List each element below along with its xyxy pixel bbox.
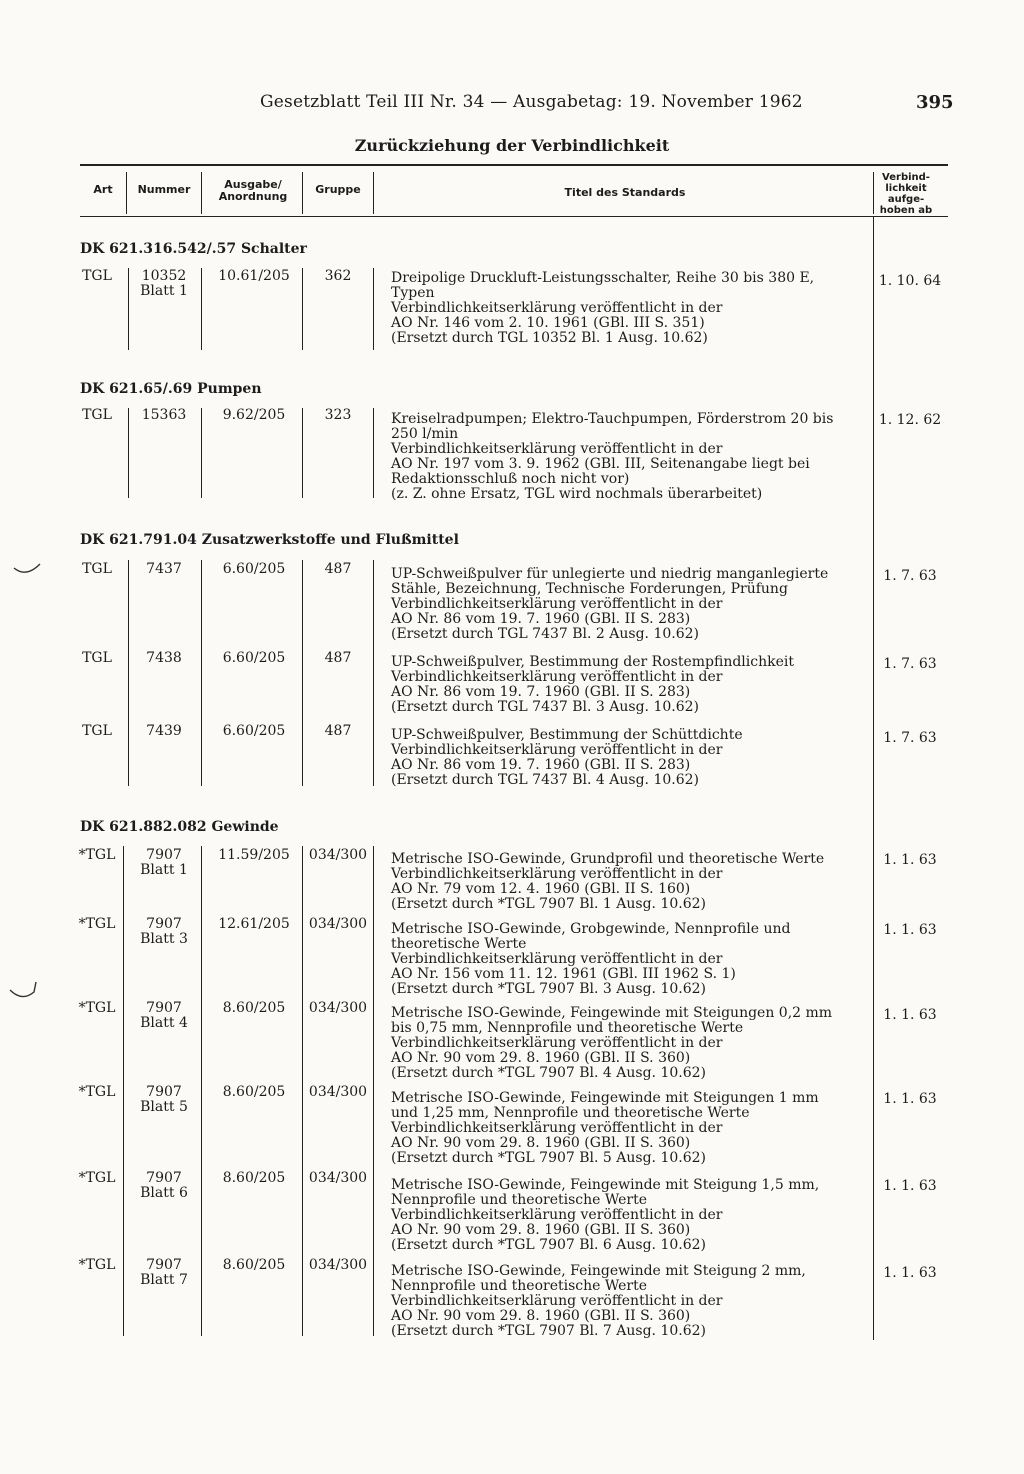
art-cell: *TGL [78, 1000, 116, 1016]
nummer-cell [128, 1001, 200, 1031]
nummer-line: Blatt 1 [140, 283, 188, 299]
titel-line: Verbindlichkeitserklärung veröffentlicht in der [391, 1293, 723, 1309]
date-cell: 1. 10. 64 [878, 273, 942, 289]
gruppe-cell: 034/300 [308, 1257, 368, 1273]
nummer-cell [128, 408, 200, 423]
titel-line: (Ersetzt durch TGL 7437 Bl. 3 Ausg. 10.62) [391, 699, 699, 715]
titel-line: Kreiselradpumpen; Elektro-Tauchpumpen, Förderstrom 20 bis [391, 411, 834, 427]
nummer-cell [128, 1258, 200, 1288]
titel-line: (Ersetzt durch *TGL 7907 Bl. 3 Ausg. 10.62) [391, 981, 706, 997]
running-head: Gesetzblatt Teil III Nr. 34 — Ausgabetag: 19. November 1962 [260, 92, 803, 112]
nummer-line: 7907 [146, 1084, 182, 1100]
art-cell: *TGL [78, 1084, 116, 1100]
titel-line: Verbindlichkeitserklärung veröffentlicht in der [391, 596, 723, 612]
section-heading: DK 621.65/.69 Pumpen [80, 381, 262, 397]
gruppe-cell: 034/300 [308, 1000, 368, 1016]
titel-line: Metrische ISO-Gewinde, Feingewinde mit Steigung 2 mm, [391, 1263, 806, 1279]
header-divider [302, 172, 303, 214]
nummer-cell [128, 269, 200, 299]
titel-line: AO Nr. 156 vom 11. 12. 1961 (GBl. III 1962 S. 1) [391, 966, 736, 982]
nummer-line: 7437 [146, 561, 182, 577]
titel-line: (Ersetzt durch *TGL 7907 Bl. 1 Ausg. 10.62) [391, 896, 706, 912]
titel-cell [391, 655, 866, 715]
header-divider [373, 172, 374, 214]
nummer-cell [128, 848, 200, 878]
titel-line: (Ersetzt durch *TGL 7907 Bl. 7 Ausg. 10.62) [391, 1323, 706, 1339]
date-cell: 1. 7. 63 [883, 730, 937, 746]
titel-line: (Ersetzt durch *TGL 7907 Bl. 4 Ausg. 10.62) [391, 1065, 706, 1081]
date-cell: 1. 1. 63 [883, 1265, 937, 1281]
ausgabe-cell: 12.61/205 [218, 916, 290, 932]
gruppe-cell: 034/300 [308, 916, 368, 932]
titel-line: Metrische ISO-Gewinde, Grobgewinde, Nennprofile und [391, 921, 791, 937]
margin-mark [12, 562, 42, 578]
titel-line: AO Nr. 90 vom 29. 8. 1960 (GBl. II S. 360) [391, 1222, 691, 1238]
table-header-rule [80, 216, 948, 217]
cell-divider [201, 560, 202, 786]
nummer-line: 15363 [141, 407, 187, 423]
nummer-line: 7907 [146, 847, 182, 863]
titel-line: AO Nr. 90 vom 29. 8. 1960 (GBl. II S. 360) [391, 1135, 691, 1151]
gruppe-cell: 034/300 [308, 1170, 368, 1186]
nummer-line: 7907 [146, 1000, 182, 1016]
cell-divider [373, 560, 374, 786]
margin-mark [8, 980, 38, 1002]
titel-line: und 1,25 mm, Nennprofile und theoretische Werte [391, 1105, 750, 1121]
art-cell: *TGL [78, 1170, 116, 1186]
nummer-line: 7907 [146, 916, 182, 932]
titel-line: UP-Schweißpulver, Bestimmung der Schüttdichte [391, 727, 743, 743]
date-cell: 1. 12. 62 [878, 412, 942, 428]
nummer-line: 7907 [146, 1170, 182, 1186]
titel-line: Metrische ISO-Gewinde, Feingewinde mit Steigungen 1 mm [391, 1090, 819, 1106]
cell-divider [201, 408, 202, 498]
titel-cell [391, 922, 866, 997]
ausgabe-cell: 10.61/205 [218, 268, 290, 284]
art-cell: TGL [82, 407, 112, 423]
gruppe-cell: 034/300 [308, 847, 368, 863]
titel-line: AO Nr. 86 vom 19. 7. 1960 (GBl. II S. 283) [391, 611, 691, 627]
nummer-line: Blatt 5 [140, 1099, 188, 1115]
titel-line: (z. Z. ohne Ersatz, TGL wird nochmals überarbeitet) [391, 486, 763, 502]
ausgabe-cell: 8.60/205 [222, 1084, 286, 1100]
titel-line: AO Nr. 90 vom 29. 8. 1960 (GBl. II S. 360) [391, 1050, 691, 1066]
titel-line: (Ersetzt durch TGL 7437 Bl. 4 Ausg. 10.62) [391, 772, 699, 788]
titel-cell [391, 412, 866, 502]
titel-line: AO Nr. 146 vom 2. 10. 1961 (GBl. III S. 351) [391, 315, 705, 331]
date-cell: 1. 1. 63 [883, 852, 937, 868]
nummer-line: Blatt 1 [140, 862, 188, 878]
art-cell: *TGL [78, 1257, 116, 1273]
table-top-rule [80, 164, 948, 166]
titel-line: Dreipolige Druckluft-Leistungsschalter, Reihe 30 bis 380 E, [391, 270, 815, 286]
titel-line: theoretische Werte [391, 936, 527, 952]
page-title: Zurückziehung der Verbindlichkeit [354, 136, 670, 155]
cell-divider [123, 846, 124, 1336]
date-cell: 1. 1. 63 [883, 1178, 937, 1194]
titel-line: Verbindlichkeitserklärung veröffentlicht in der [391, 742, 723, 758]
gruppe-cell: 487 [324, 650, 352, 666]
date-cell: 1. 7. 63 [883, 656, 937, 672]
titel-line: Metrische ISO-Gewinde, Grundprofil und theoretische Werte [391, 851, 825, 867]
titel-cell [391, 1264, 866, 1339]
header-divider [126, 172, 127, 214]
nummer-cell [128, 1085, 200, 1115]
col-header-titel: Titel des Standards [564, 186, 686, 199]
ausgabe-cell: 8.60/205 [222, 1170, 286, 1186]
col-header-nummer: Nummer [137, 183, 191, 196]
date-cell: 1. 7. 63 [883, 568, 937, 584]
cell-divider [373, 268, 374, 350]
date-cell: 1. 1. 63 [883, 922, 937, 938]
titel-line: Verbindlichkeitserklärung veröffentlicht in der [391, 300, 723, 316]
ausgabe-cell: 8.60/205 [222, 1257, 286, 1273]
art-cell: TGL [82, 561, 112, 577]
titel-line: Nennprofile und theoretische Werte [391, 1278, 647, 1294]
nummer-line: 10352 [141, 268, 187, 284]
titel-line: UP-Schweißpulver, Bestimmung der Rostempfindlichkeit [391, 654, 794, 670]
nummer-line: 7907 [146, 1257, 182, 1273]
col-header-ausgabe: Ausgabe/ Anordnung [218, 178, 288, 203]
art-cell: *TGL [78, 847, 116, 863]
ausgabe-cell: 8.60/205 [222, 1000, 286, 1016]
titel-line: Verbindlichkeitserklärung veröffentlicht in der [391, 951, 723, 967]
cell-divider [201, 846, 202, 1336]
titel-cell [391, 567, 866, 642]
nummer-line: Blatt 4 [140, 1015, 188, 1031]
gruppe-cell: 487 [324, 723, 352, 739]
cell-divider [201, 268, 202, 350]
titel-line: AO Nr. 90 vom 29. 8. 1960 (GBl. II S. 360) [391, 1308, 691, 1324]
titel-line: AO Nr. 86 vom 19. 7. 1960 (GBl. II S. 283) [391, 757, 691, 773]
nummer-line: Blatt 6 [140, 1185, 188, 1201]
titel-line: Redaktionsschluß noch nicht vor) [391, 471, 630, 487]
titel-line: 250 l/min [391, 426, 459, 442]
titel-line: (Ersetzt durch TGL 7437 Bl. 2 Ausg. 10.62) [391, 626, 699, 642]
art-cell: TGL [82, 268, 112, 284]
gruppe-cell: 362 [324, 268, 352, 284]
art-cell: *TGL [78, 916, 116, 932]
titel-line: UP-Schweißpulver für unlegierte und niedrig manganlegierte [391, 566, 829, 582]
titel-cell [391, 1091, 866, 1166]
nummer-line: Blatt 3 [140, 931, 188, 947]
titel-line: Verbindlichkeitserklärung veröffentlicht in der [391, 441, 723, 457]
titel-cell [391, 271, 866, 346]
titel-line: (Ersetzt durch *TGL 7907 Bl. 6 Ausg. 10.62) [391, 1237, 706, 1253]
titel-line: Verbindlichkeitserklärung veröffentlicht in der [391, 866, 723, 882]
ausgabe-cell: 9.62/205 [222, 407, 286, 423]
nummer-cell [128, 651, 200, 666]
cell-divider [128, 560, 129, 786]
art-cell: TGL [82, 723, 112, 739]
date-cell: 1. 1. 63 [883, 1007, 937, 1023]
date-column-rule [873, 216, 874, 1340]
cell-divider [373, 408, 374, 498]
titel-line: bis 0,75 mm, Nennprofile und theoretische Werte [391, 1020, 744, 1036]
ausgabe-cell: 6.60/205 [222, 723, 286, 739]
nummer-line: 7438 [146, 650, 182, 666]
section-heading: DK 621.791.04 Zusatzwerkstoffe und Flußmittel [80, 532, 459, 548]
date-cell: 1. 1. 63 [883, 1091, 937, 1107]
nummer-cell [128, 562, 200, 577]
titel-line: Verbindlichkeitserklärung veröffentlicht in der [391, 1120, 723, 1136]
nummer-line: 7439 [146, 723, 182, 739]
nummer-cell [128, 917, 200, 947]
titel-line: Metrische ISO-Gewinde, Feingewinde mit Steigungen 0,2 mm [391, 1005, 833, 1021]
gruppe-cell: 323 [324, 407, 352, 423]
nummer-line: Blatt 7 [140, 1272, 188, 1288]
titel-line: Verbindlichkeitserklärung veröffentlicht in der [391, 1035, 723, 1051]
titel-cell [391, 728, 866, 788]
header-divider [201, 172, 202, 214]
section-heading: DK 621.882.082 Gewinde [80, 819, 279, 835]
section-heading: DK 621.316.542/.57 Schalter [80, 241, 307, 257]
titel-line: (Ersetzt durch *TGL 7907 Bl. 5 Ausg. 10.62) [391, 1150, 706, 1166]
titel-line: Verbindlichkeitserklärung veröffentlicht in der [391, 1207, 723, 1223]
art-cell: TGL [82, 650, 112, 666]
col-header-gruppe: Gruppe [315, 183, 361, 196]
titel-cell [391, 852, 866, 912]
gruppe-cell: 034/300 [308, 1084, 368, 1100]
titel-line: Stähle, Bezeichnung, Technische Forderungen, Prüfung [391, 581, 788, 597]
header-divider [873, 172, 874, 214]
titel-line: Typen [391, 285, 435, 301]
cell-divider [373, 846, 374, 1336]
titel-line: AO Nr. 86 vom 19. 7. 1960 (GBl. II S. 283) [391, 684, 691, 700]
titel-line: AO Nr. 197 vom 3. 9. 1962 (GBl. III, Seitenangabe liegt bei [391, 456, 810, 472]
titel-line: Metrische ISO-Gewinde, Feingewinde mit Steigung 1,5 mm, [391, 1177, 820, 1193]
gruppe-cell: 487 [324, 561, 352, 577]
titel-line: Verbindlichkeitserklärung veröffentlicht in der [391, 669, 723, 685]
titel-line: AO Nr. 79 vom 12. 4. 1960 (GBl. II S. 160) [391, 881, 691, 897]
ausgabe-cell: 11.59/205 [218, 847, 290, 863]
nummer-cell [128, 724, 200, 739]
titel-cell [391, 1006, 866, 1081]
titel-line: (Ersetzt durch TGL 10352 Bl. 1 Ausg. 10.62) [391, 330, 708, 346]
cell-divider [302, 560, 303, 786]
titel-line: Nennprofile und theoretische Werte [391, 1192, 647, 1208]
col-header-art: Art [93, 183, 113, 196]
col-header-aufgehoben: Verbind- lichkeit aufge- hoben ab [879, 172, 933, 216]
titel-cell [391, 1178, 866, 1253]
page-number: 395 [916, 92, 954, 113]
ausgabe-cell: 6.60/205 [222, 650, 286, 666]
ausgabe-cell: 6.60/205 [222, 561, 286, 577]
nummer-cell [128, 1171, 200, 1201]
